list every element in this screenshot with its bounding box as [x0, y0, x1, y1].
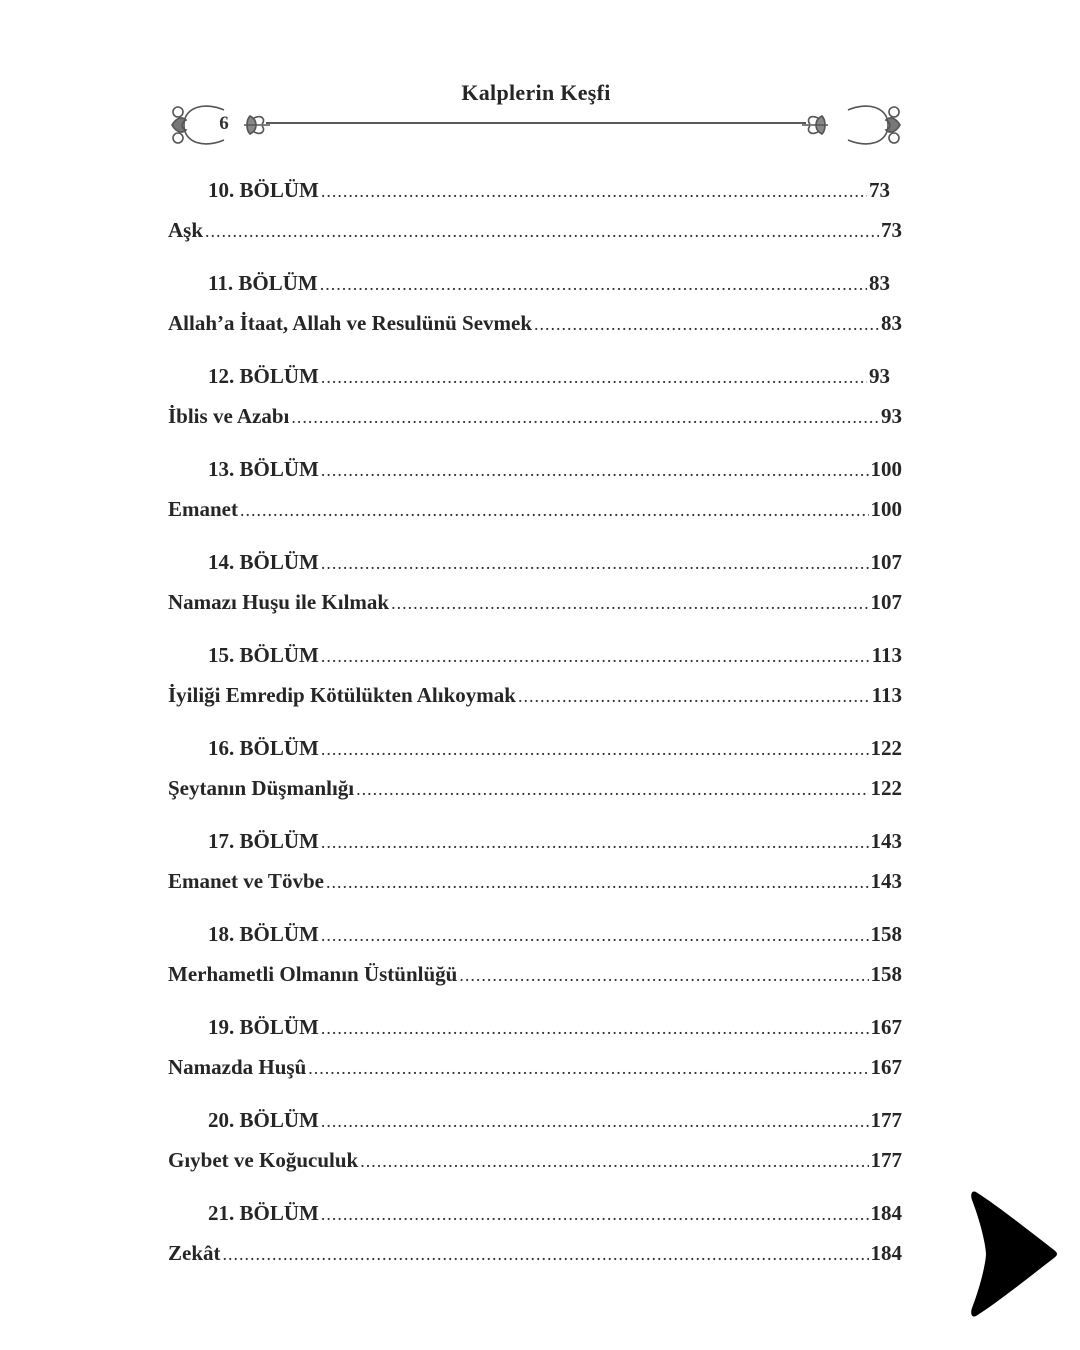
toc-entry-row[interactable] [168, 861, 902, 901]
toc-chapter-row[interactable] [168, 170, 890, 210]
entry-title: Allah’a İtaat, Allah ve Resulünü Sevmek [168, 311, 533, 335]
chapter-label: 18. BÖLÜM [208, 922, 319, 946]
toc-group [168, 263, 902, 343]
leader-dots [205, 211, 879, 251]
page-ref: 73 [881, 218, 902, 242]
page-ref: 167 [870, 1055, 902, 1079]
leader-dots [518, 676, 870, 716]
toc-group [168, 356, 902, 436]
right-ornament-icon [796, 94, 906, 156]
chapter-label: 15. BÖLÜM [208, 643, 319, 667]
entry-title: Şeytanın Düşmanlığı [168, 776, 355, 800]
toc-chapter-row[interactable] [168, 821, 902, 861]
leader-dots [321, 543, 869, 583]
toc-chapter-row[interactable] [168, 914, 902, 954]
toc-entry-row[interactable] [168, 303, 902, 343]
toc-group [168, 821, 902, 901]
toc-chapter-row[interactable] [168, 1100, 902, 1140]
entry-title: İblis ve Azabı [168, 404, 290, 428]
page-ref: 158 [870, 962, 902, 986]
leader-dots [321, 1008, 869, 1048]
toc-group [168, 449, 902, 529]
page-ref: 184 [870, 1241, 902, 1265]
page-ref: 73 [869, 178, 890, 202]
chapter-label: 17. BÖLÜM [208, 829, 319, 853]
page-ref: 122 [870, 776, 902, 800]
toc-entry-row[interactable] [168, 1047, 902, 1087]
page-ref: 100 [870, 457, 902, 481]
chapter-label: 16. BÖLÜM [208, 736, 319, 760]
page-number: 6 [219, 113, 229, 134]
entry-title: Aşk [168, 218, 204, 242]
toc-chapter-row[interactable] [168, 1007, 902, 1047]
page-ref: 83 [881, 311, 902, 335]
leader-dots [321, 357, 867, 397]
leader-dots [321, 915, 869, 955]
toc-group [168, 635, 902, 715]
toc-chapter-row[interactable] [168, 635, 902, 675]
toc-chapter-row[interactable] [168, 1193, 902, 1233]
toc-chapter-row[interactable] [168, 728, 902, 768]
page-ref: 158 [870, 922, 902, 946]
leader-dots [321, 450, 869, 490]
toc-entry-row[interactable] [168, 675, 902, 715]
leader-dots [321, 171, 867, 211]
toc-group [168, 170, 902, 250]
toc-entry-row[interactable] [168, 1140, 902, 1180]
toc-entry-row[interactable] [168, 1233, 902, 1273]
entry-title: Emanet [168, 497, 238, 521]
toc-chapter-row[interactable] [168, 449, 902, 489]
entry-title: Zekât [168, 1241, 221, 1265]
chapter-label: 20. BÖLÜM [208, 1108, 319, 1132]
page-ref: 113 [871, 643, 902, 667]
entry-title: İyiliği Emredip Kötülükten Alıkoymak [168, 683, 516, 707]
table-of-contents [168, 170, 902, 1286]
toc-chapter-row[interactable] [168, 356, 890, 396]
toc-chapter-row[interactable] [168, 263, 890, 303]
entry-title: Merhametli Olmanın Üstünlüğü [168, 962, 458, 986]
leader-dots [326, 862, 869, 902]
page-ref: 107 [870, 550, 902, 574]
leader-dots [459, 955, 868, 995]
page-ref: 177 [870, 1148, 902, 1172]
leader-dots [391, 583, 868, 623]
toc-entry-row[interactable] [168, 768, 902, 808]
chapter-label: 21. BÖLÜM [208, 1201, 319, 1225]
chapter-label: 10. BÖLÜM [208, 178, 319, 202]
page-ref: 143 [870, 829, 902, 853]
toc-entry-row[interactable] [168, 210, 902, 250]
leader-dots [308, 1048, 868, 1088]
page-ref: 167 [870, 1015, 902, 1039]
leader-dots [223, 1234, 869, 1274]
toc-entry-row[interactable] [168, 582, 902, 622]
leader-dots [356, 769, 868, 809]
leader-dots [321, 1194, 869, 1234]
leader-dots [320, 264, 867, 304]
book-title: Kalplerin Keşfi [461, 80, 611, 105]
page-ref: 100 [870, 497, 902, 521]
leader-dots [321, 636, 870, 676]
next-page-arrow-icon[interactable] [968, 1186, 1060, 1322]
page-ref: 93 [869, 364, 890, 388]
page-ref: 122 [870, 736, 902, 760]
entry-title: Namazda Huşû [168, 1055, 307, 1079]
leader-dots [360, 1141, 868, 1181]
leader-dots [291, 397, 879, 437]
toc-group [168, 1193, 902, 1273]
page-header [166, 78, 906, 158]
chapter-label: 14. BÖLÜM [208, 550, 319, 574]
toc-group [168, 1007, 902, 1087]
toc-entry-row[interactable] [168, 954, 902, 994]
leader-dots [321, 822, 869, 862]
page-ref: 113 [871, 683, 902, 707]
chapter-label: 19. BÖLÜM [208, 1015, 319, 1039]
page-ref: 177 [870, 1108, 902, 1132]
entry-title: Gıybet ve Koğuculuk [168, 1148, 359, 1172]
page-ref: 184 [870, 1201, 902, 1225]
header-rule [266, 122, 806, 124]
page-ref: 93 [881, 404, 902, 428]
toc-group [168, 728, 902, 808]
page-ref: 143 [870, 869, 902, 893]
toc-group [168, 542, 902, 622]
leader-dots [240, 490, 869, 530]
page-ref: 83 [869, 271, 890, 295]
entry-title: Namazı Huşu ile Kılmak [168, 590, 390, 614]
toc-group [168, 1100, 902, 1180]
leader-dots [534, 304, 879, 344]
leader-dots [321, 1101, 869, 1141]
leader-dots [321, 729, 869, 769]
entry-title: Emanet ve Tövbe [168, 869, 324, 893]
toc-entry-row[interactable] [168, 489, 902, 529]
page-ref: 107 [870, 590, 902, 614]
toc-group [168, 914, 902, 994]
chapter-label: 13. BÖLÜM [208, 457, 319, 481]
toc-chapter-row[interactable] [168, 542, 902, 582]
toc-entry-row[interactable] [168, 396, 902, 436]
chapter-label: 12. BÖLÜM [208, 364, 319, 388]
chapter-label: 11. BÖLÜM [208, 271, 318, 295]
